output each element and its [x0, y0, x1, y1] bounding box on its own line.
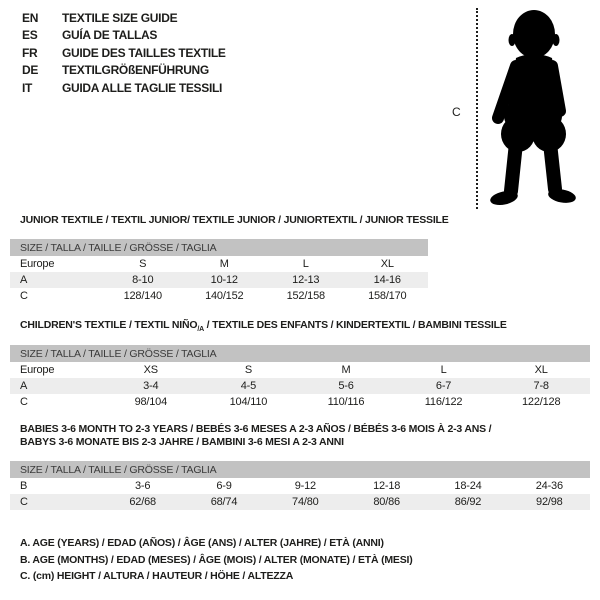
size-band-label: SIZE / TALLA / TAILLE / GRÖSSE / TAGLIA	[10, 239, 428, 256]
column-header: S	[139, 258, 147, 270]
babies-title-line1: BABIES 3-6 MONTH TO 2-3 YEARS / BEBÉS 3-6 MESES A 2-3 AÑOS / BÉBÉS 3-6 MOIS À 2-3 ANS /	[20, 423, 492, 435]
cell: 7-8	[492, 378, 590, 394]
babies-size-table	[10, 461, 590, 510]
children-size-table	[10, 345, 590, 410]
cell: 6-7	[395, 378, 493, 394]
column-header: M	[341, 364, 351, 376]
children-table-title	[20, 319, 507, 336]
cell: 3-4	[102, 378, 200, 394]
cell: 3-6	[135, 480, 151, 492]
cell: 8-10	[102, 272, 184, 288]
cell: 62/68	[102, 494, 183, 510]
legend-line-a: A. AGE (YEARS) / EDAD (AÑOS) / ÂGE (ANS) / ALTER (JAHRE) / ETÀ (ANNI)	[20, 537, 384, 549]
row-label: C	[20, 290, 28, 302]
column-header: S	[244, 364, 252, 376]
babies-table-title	[20, 423, 491, 449]
language-row-en	[22, 9, 226, 27]
column-header-row	[10, 362, 590, 378]
language-label: GUÍA DE TALLAS	[62, 28, 158, 43]
cell: 9-12	[294, 480, 316, 492]
language-row-es	[22, 27, 226, 45]
cell: 12-13	[265, 272, 347, 288]
table-row-a	[10, 272, 428, 288]
cell: 5-6	[297, 378, 395, 394]
legend-line-b: B. AGE (MONTHS) / EDAD (MESES) / ÂGE (MOIS) / ALTER (MONATE) / ETÀ (MESI)	[20, 553, 413, 566]
junior-size-table	[10, 239, 428, 304]
height-measure-label: C	[452, 105, 461, 119]
table-row-b	[10, 478, 590, 494]
cell: 80/86	[346, 494, 427, 510]
cell: 122/128	[522, 396, 561, 408]
row-label: A	[10, 378, 102, 394]
cell: 74/80	[265, 494, 346, 510]
baby-silhouette-icon	[486, 8, 590, 208]
cell: 6-9	[216, 480, 232, 492]
column-header: XL	[380, 258, 394, 270]
cell: 110/116	[327, 396, 365, 408]
cell: 4-5	[200, 378, 298, 394]
language-code: ES	[22, 28, 38, 43]
cell: 92/98	[509, 494, 590, 510]
cell: 158/170	[368, 290, 407, 302]
cell: 10-12	[184, 272, 266, 288]
height-figure	[450, 5, 598, 211]
cell: 14-16	[347, 272, 429, 288]
cell: 68/74	[183, 494, 264, 510]
cell: 116/122	[424, 396, 463, 408]
table-row-c	[10, 288, 428, 304]
cell: 18-24	[454, 480, 482, 492]
table-row-a	[10, 378, 590, 394]
column-header-row	[10, 256, 428, 272]
row-label: B	[20, 480, 28, 492]
row-label: C	[20, 396, 28, 408]
cell: 140/152	[205, 290, 244, 302]
row-label: A	[10, 272, 102, 288]
height-dotted-line	[476, 8, 478, 209]
junior-table-title: JUNIOR TEXTILE / TEXTIL JUNIOR/ TEXTILE JUNIOR / JUNIORTEXTIL / JUNIOR TESSILE	[20, 214, 449, 226]
language-label: TEXTILGRÖßENFÜHRUNG	[62, 63, 209, 78]
babies-title-line2: BABYS 3-6 MONATE BIS 2-3 JAHRE / BAMBINI 3-6 MESI A 2-3 ANNI	[20, 436, 344, 448]
language-label: GUIDA ALLE TAGLIE TESSILI	[62, 80, 223, 95]
language-row-it	[22, 79, 226, 97]
size-band-label: SIZE / TALLA / TAILLE / GRÖSSE / TAGLIA	[10, 345, 590, 362]
language-list	[22, 9, 226, 97]
children-title-before: CHILDREN'S TEXTILE / TEXTIL NIÑO	[20, 319, 198, 331]
size-band-row	[10, 461, 590, 478]
language-code: EN	[22, 10, 39, 25]
cell: 152/158	[286, 290, 325, 302]
region-label: Europe	[20, 258, 55, 270]
size-band-label: SIZE / TALLA / TAILLE / GRÖSSE / TAGLIA	[10, 461, 590, 478]
language-label: GUIDE DES TAILLES TEXTILE	[62, 45, 226, 60]
language-label: TEXTILE SIZE GUIDE	[62, 10, 178, 25]
cell: 98/104	[134, 396, 168, 408]
cell: 24-36	[535, 480, 563, 492]
children-title-after: / TEXTILE DES ENFANTS / KINDERTEXTIL / BAMBINI TESSILE	[203, 319, 507, 331]
language-code: IT	[22, 80, 33, 95]
language-code: DE	[22, 63, 39, 78]
size-band-row	[10, 239, 428, 256]
column-header: XL	[534, 364, 548, 376]
column-header: XS	[143, 364, 158, 376]
column-header: L	[302, 258, 309, 270]
row-label: C	[10, 494, 102, 510]
column-header: L	[440, 364, 447, 376]
region-label: Europe	[20, 364, 55, 376]
cell: 86/92	[427, 494, 508, 510]
legend-line-c: C. (cm) HEIGHT / ALTURA / HAUTEUR / HÖHE / ALTEZZA	[20, 570, 294, 582]
language-row-de	[22, 62, 226, 80]
children-title-sub: /A	[197, 326, 204, 334]
size-band-row	[10, 345, 590, 362]
table-row-c	[10, 394, 590, 410]
table-row-c	[10, 494, 590, 510]
cell: 12-18	[373, 480, 401, 492]
cell: 104/110	[229, 396, 268, 408]
cell: 128/140	[123, 290, 162, 302]
column-header: M	[219, 258, 229, 270]
language-code: FR	[22, 45, 38, 60]
measurement-legend	[20, 535, 413, 585]
language-row-fr	[22, 44, 226, 62]
